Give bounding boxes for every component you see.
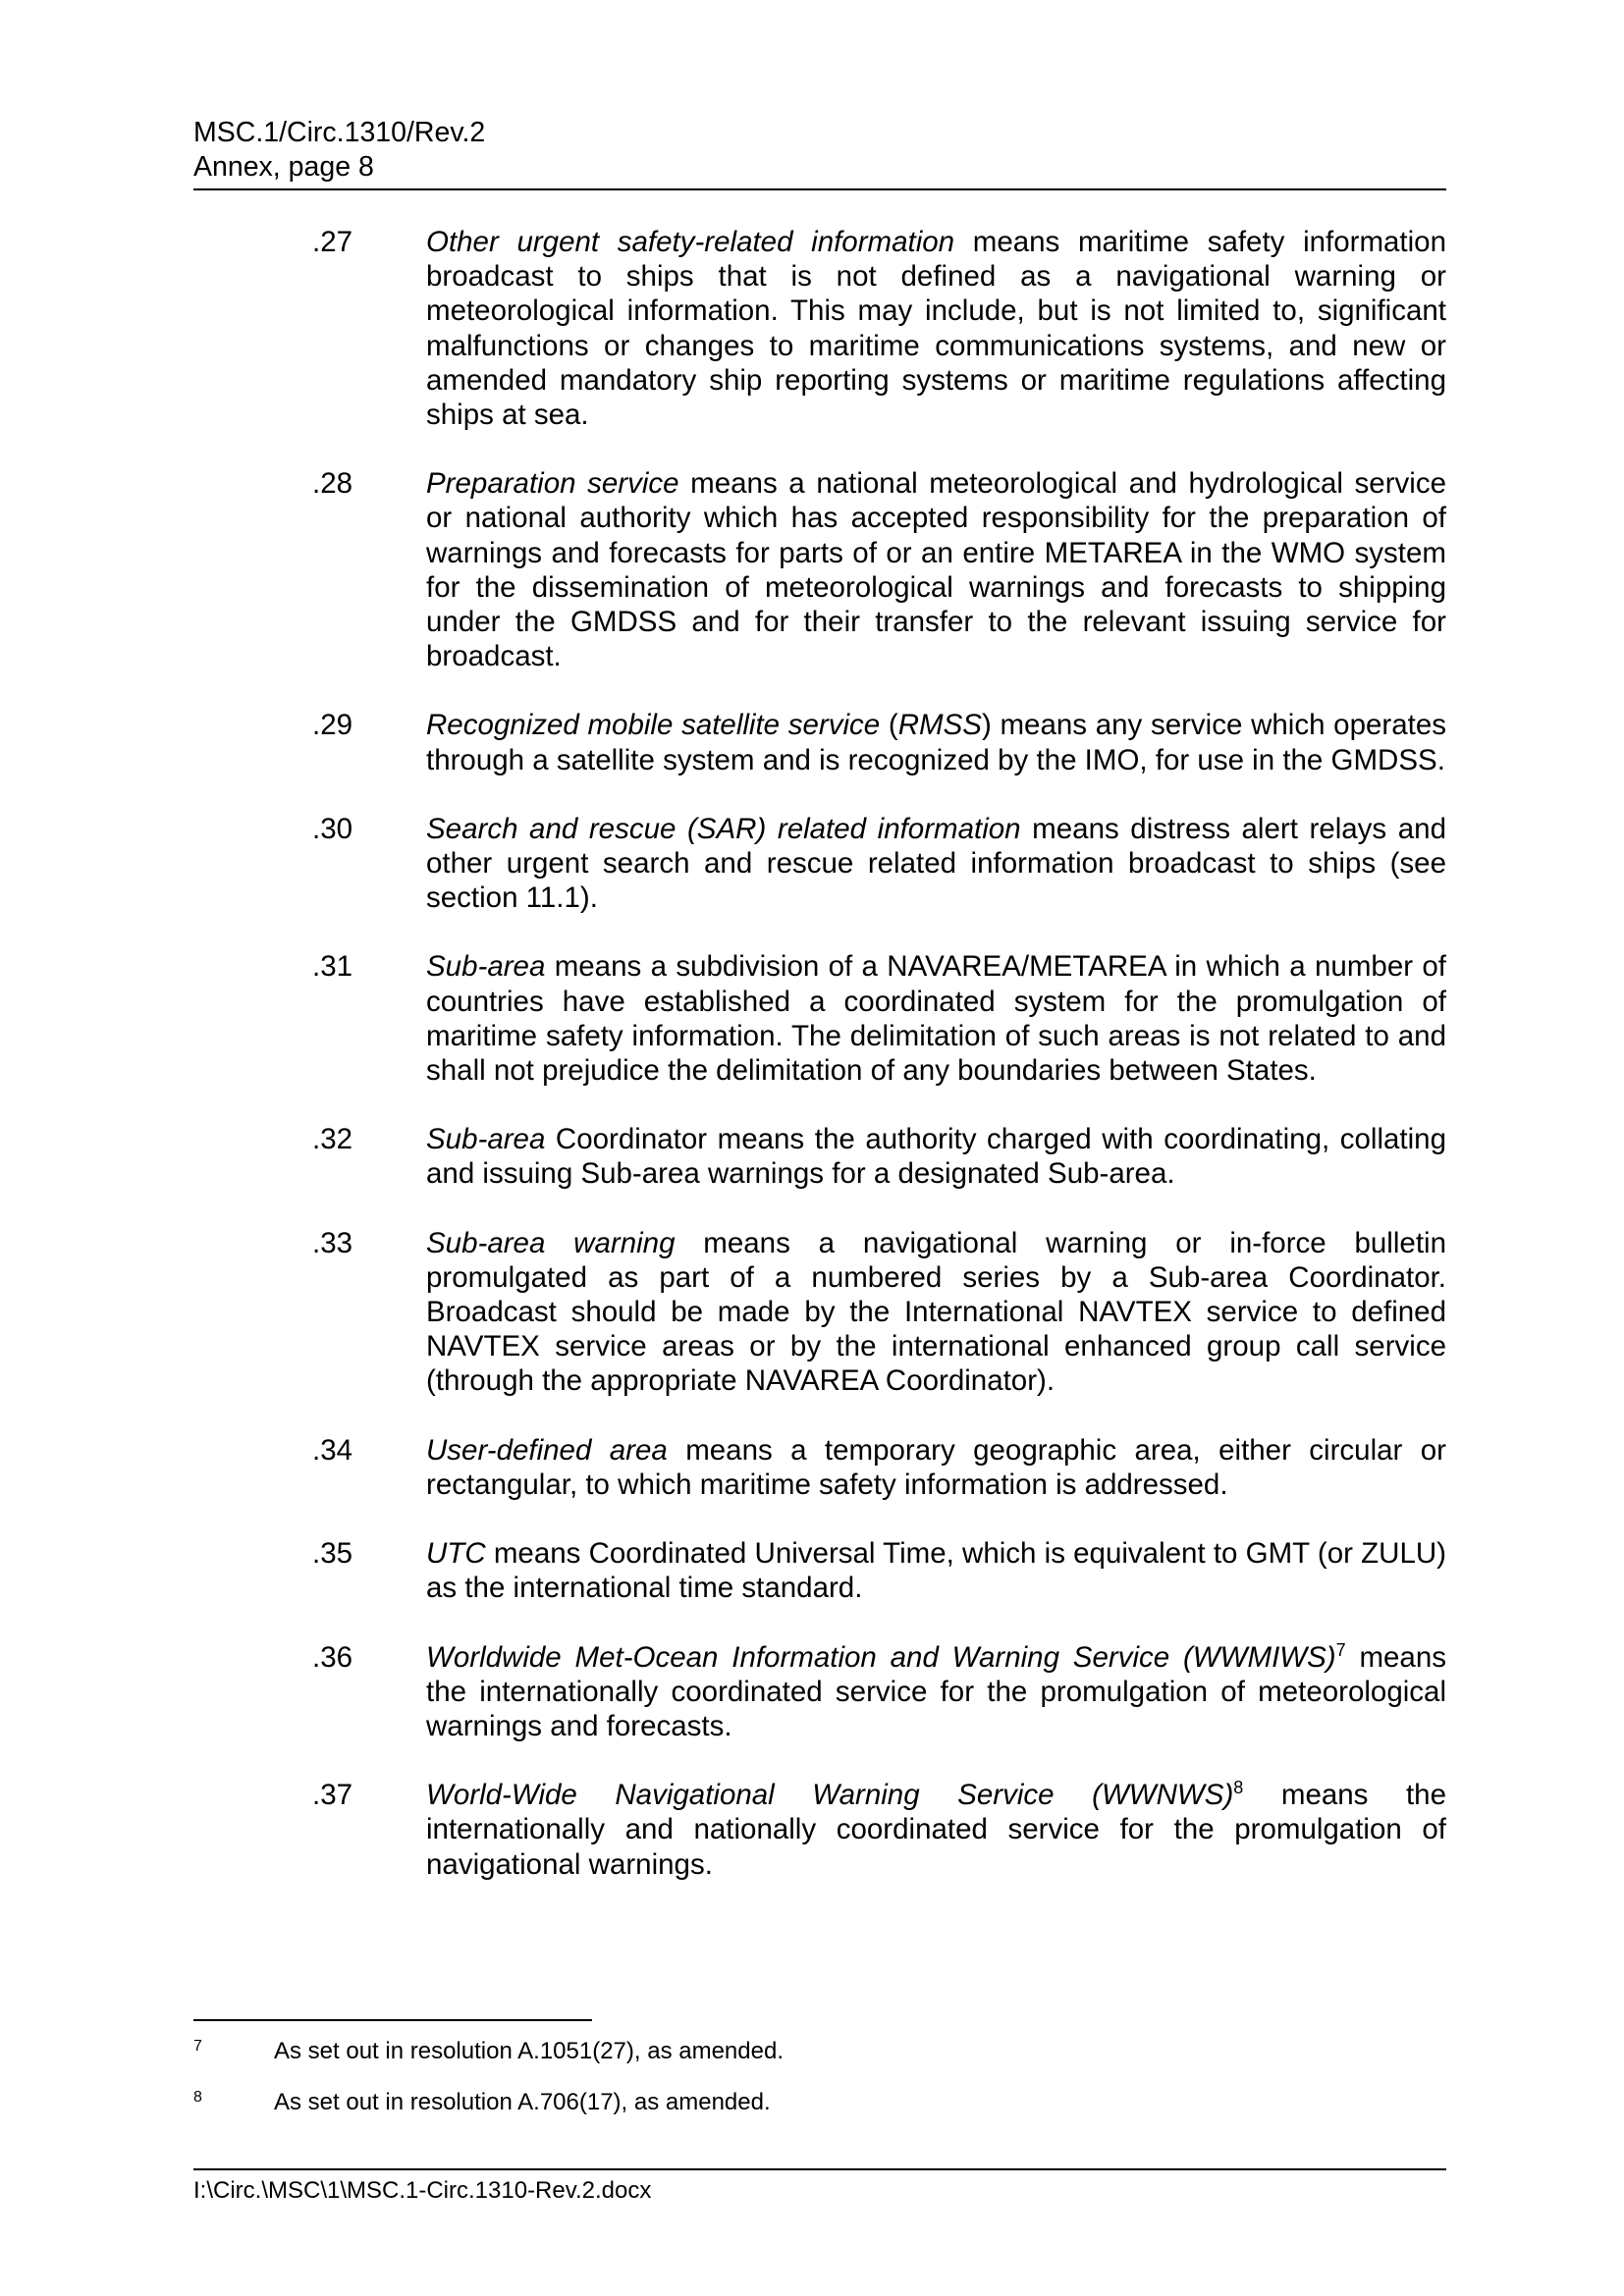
page-reference: Annex, page 8 bbox=[193, 151, 374, 183]
definitions-list bbox=[193, 225, 1446, 1916]
definition-text bbox=[426, 812, 1446, 916]
definition-term: World-Wide Navigational Warning Service (WWNWS) bbox=[426, 1779, 1234, 1812]
definition-number: .32 bbox=[312, 1123, 353, 1156]
definition-term: User-defined area bbox=[426, 1433, 668, 1467]
definition-text bbox=[426, 708, 1446, 776]
definition-item bbox=[193, 1122, 1446, 1191]
definition-body: means the internationally and nationally coordinated service for the promulgation of navigational warnings. bbox=[426, 1779, 1446, 1881]
definition-body: means a temporary geographic area, either circular or rectangular, to which maritime safety information is addressed. bbox=[426, 1433, 1446, 1501]
definition-term: UTC bbox=[426, 1537, 486, 1571]
definition-body: means distress alert relays and other urgent search and rescue related information broadcast to ships (see section 11.1). bbox=[426, 812, 1446, 915]
definition-item bbox=[193, 708, 1446, 776]
footnote bbox=[193, 2088, 1446, 2117]
footer-divider bbox=[193, 2168, 1446, 2170]
footnote-text: As set out in resolution A.706(17), as amended. bbox=[274, 2089, 771, 2115]
definition-number: .33 bbox=[312, 1226, 353, 1259]
definition-text bbox=[426, 949, 1446, 1088]
definition-item bbox=[193, 1433, 1446, 1502]
document-symbol: MSC.1/Circ.1310/Rev.2 bbox=[193, 117, 486, 148]
definition-item bbox=[193, 1226, 1446, 1399]
definition-number: .34 bbox=[312, 1433, 353, 1467]
definition-number: .27 bbox=[312, 226, 353, 258]
footnote-text: As set out in resolution A.1051(27), as amended. bbox=[274, 2038, 784, 2064]
definition-term: Search and rescue (SAR) related information bbox=[426, 812, 1021, 845]
footnote-separator bbox=[193, 2019, 592, 2021]
footnote-mark: 8 bbox=[193, 2089, 202, 2106]
definition-item bbox=[193, 1536, 1446, 1605]
definition-number: .37 bbox=[312, 1779, 353, 1812]
footnote-reference[interactable]: 7 bbox=[1335, 1639, 1346, 1660]
definition-number: .31 bbox=[312, 950, 353, 984]
page-header bbox=[193, 116, 1446, 185]
definition-item bbox=[193, 812, 1446, 916]
definition-text bbox=[426, 1778, 1446, 1882]
definition-body-continued: ) means any service which operates through a satellite system and is recognized by the IMO, for use in the GMDSS. bbox=[426, 709, 1446, 776]
definition-item bbox=[193, 1640, 1446, 1744]
definition-body: means a national meteorological and hydrological service or national authority which has accepted responsibility for the preparation of warnings and forecasts for parts of or an entire METAREA in the WMO system for the dissemination of meteorological warnings and forecasts to shipping under the GMDSS and for their transfer to the relevant issuing service for broadcast. bbox=[426, 467, 1446, 673]
footnote bbox=[193, 2037, 1446, 2066]
definition-text bbox=[426, 1122, 1446, 1191]
definition-number: .35 bbox=[312, 1537, 353, 1571]
definition-item bbox=[193, 466, 1446, 673]
definition-number: .36 bbox=[312, 1640, 353, 1674]
definition-text bbox=[426, 1536, 1446, 1605]
footnote-reference[interactable]: 8 bbox=[1233, 1778, 1244, 1798]
definition-text bbox=[426, 1226, 1446, 1399]
definition-body: ( bbox=[880, 709, 898, 742]
definition-text bbox=[426, 466, 1446, 673]
definition-term: Other urgent safety-related information bbox=[426, 226, 955, 258]
definition-number: .30 bbox=[312, 812, 353, 845]
definition-body: means maritime safety information broadcast to ships that is not defined as a navigational warning or meteorological information. This may include, but is not limited to, significant malfunctions or changes to maritime communications systems, and new or amended mandatory ship reporting systems or maritime regulations affecting ships at sea. bbox=[426, 226, 1446, 432]
definition-term: Preparation service bbox=[426, 467, 679, 501]
definition-term: Worldwide Met-Ocean Information and Warning Service (WWMIWS) bbox=[426, 1640, 1336, 1674]
definition-body: means a navigational warning or in-force bulletin promulgated as part of a numbered series by a Sub-area Coordinator. Broadcast should be made by the International NAVTEX service to defined NAVTEX service areas or by the international enhanced group call service (through the appropriate NAVAREA Coordinator). bbox=[426, 1226, 1446, 1398]
definition-body: Coordinator means the authority charged with coordinating, collating and issuing Sub-area warnings for a designated Sub-area. bbox=[426, 1123, 1446, 1191]
definition-term: Sub-area bbox=[426, 1123, 546, 1156]
definition-abbreviation: RMSS bbox=[897, 709, 982, 742]
definition-item bbox=[193, 1778, 1446, 1882]
definition-body: means the internationally coordinated service for the promulgation of meteorological warnings and forecasts. bbox=[426, 1640, 1446, 1742]
definition-body: means Coordinated Universal Time, which is equivalent to GMT (or ZULU) as the international time standard. bbox=[426, 1537, 1446, 1605]
definition-text bbox=[426, 1433, 1446, 1502]
footnotes bbox=[193, 2037, 1446, 2139]
definition-number: .28 bbox=[312, 467, 353, 501]
definition-number: .29 bbox=[312, 709, 353, 742]
definition-item bbox=[193, 225, 1446, 432]
definition-item bbox=[193, 949, 1446, 1088]
definition-term: Recognized mobile satellite service bbox=[426, 709, 881, 742]
definition-body: means a subdivision of a NAVAREA/METAREA in which a number of countries have established a coordinated system for the promulgation of maritime safety information. The delimitation of such areas is not related to and shall not prejudice the delimitation of any boundaries between States. bbox=[426, 950, 1446, 1088]
header-divider bbox=[193, 188, 1446, 190]
footnote-mark: 7 bbox=[193, 2038, 202, 2055]
file-path-footer: I:\Circ.\MSC\1\MSC.1-Circ.1310-Rev.2.docx bbox=[193, 2177, 652, 2204]
definition-text bbox=[426, 225, 1446, 432]
definition-text bbox=[426, 1640, 1446, 1744]
definition-term: Sub-area bbox=[426, 950, 546, 984]
definition-term: Sub-area warning bbox=[426, 1226, 676, 1259]
